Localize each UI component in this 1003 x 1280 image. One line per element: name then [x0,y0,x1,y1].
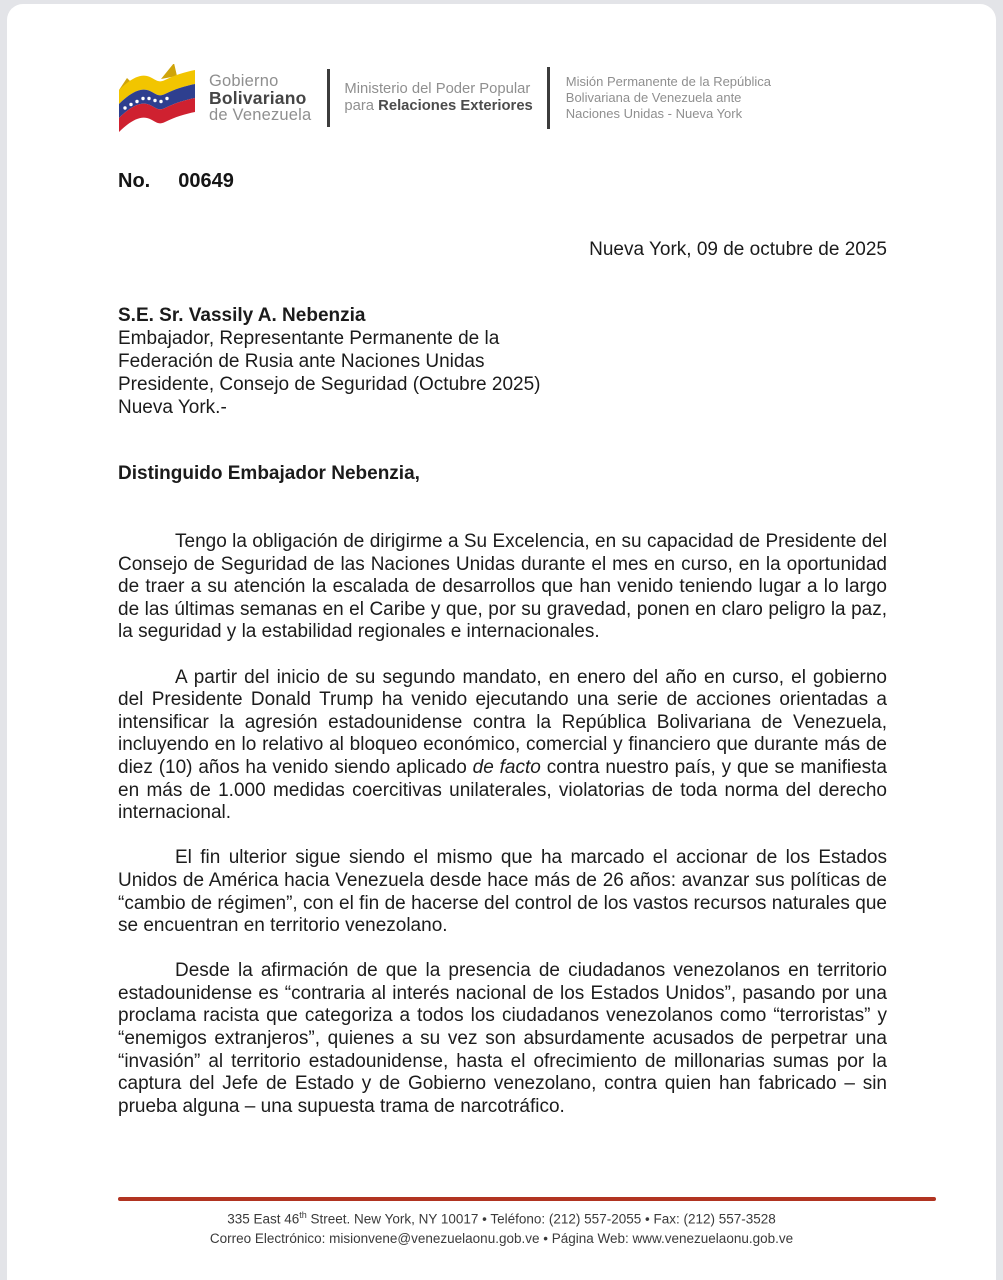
footer-address-line [0,1206,1003,1229]
paragraph-2 [118,667,887,825]
paragraph-2-post: contra nuestro país, y que se manifiesta en más de 1.000 medidas coercitivas unilaterales, violatorias de toda norma del derecho internacional. [118,756,888,824]
letterhead [115,64,771,132]
paragraph-3: El fin ulterior sigue siendo el mismo que ha marcado el accionar de los Estados Unidos de América hacia Venezuela desde hace más de 26 años: avanzar sus políticas de “cambio de régimen”, con el fin de hacerse del control de los vastos recursos naturales que se encuentran en territorio venezolano. [118,847,887,937]
footer-address-post: Street. New York, NY 10017 • Teléfono: (212) 557-2055 • Fax: (212) 557-3528 [306,1211,776,1227]
recipient-line: Nueva York.- [118,397,227,418]
brand-line2: Bolivariano [209,87,307,108]
ministry-text [344,81,532,115]
brand-line1: Gobierno [209,71,279,90]
recipient-line: Federación de Rusia ante Naciones Unidas [118,351,485,372]
footer-address-sup: th [299,1210,307,1220]
salutation: Distinguido Embajador Nebenzia, [118,463,420,484]
reference-value: 00649 [178,170,234,192]
ministry-line2-prefix: para [344,98,379,114]
paragraph-4: Desde la afirmación de que la presencia de ciudadanos venezolanos en territorio estadounidense es “contraria al interés nacional de los Estados Unidos”, pasando por una proclama racista que categoriza a todos los ciudadanos venezolanos como “terroristas” y “enemigos extranjeros”, quienes a su vez son absurdamente acusados de perpetrar una “invasión” al territorio estadounidense, hasta el ofrecimiento de millonarias sumas por la captura del Jefe de Estado y de Gobierno venezolano, contra quien han fabricado – sin prueba alguna – una supuesta trama de narcotráfico. [118,960,887,1117]
brand-line3: de Venezuela [209,105,312,124]
paragraph-2-pre: A partir del inicio de su segundo mandato, en enero del año en curso, el gobierno del Presidente Donald Trump ha venido ejecutando una serie de acciones orientadas a intensificar la agresión estadounidense contra la República Bolivariana de Venezuela, incluyendo en lo relativo al bloqueo económico, comercial y financiero que durante más de diez (10) años ha venido siendo aplicado [118,666,887,778]
ministry-line2-bold: Relaciones Exteriores [378,98,533,114]
mission-line3: Naciones Unidas - Nueva York [565,106,743,121]
letterhead-divider [547,67,550,129]
paragraph-1: Tengo la obligación de dirigirme a Su Excelencia, en su capacidad de Presidente del Consejo de Seguridad de las Naciones Unidas durante el mes en curso, en la oportunidad de traer a su atención la escalada de desarrollos que han venido teniendo lugar a lo largo de las últimas semanas en el Caribe y que, por su gravedad, ponen en claro peligro la paz, la seguridad y la estabilidad regionales e internacionales. [118,531,887,643]
recipient-block [118,304,540,419]
letter-date: Nueva York, 09 de octubre de 2025 [589,239,887,260]
paragraph-2-italic: de facto [472,756,541,778]
letter-body [118,531,887,1141]
footer-contact-line: Correo Electrónico: misionvene@venezuelaonu.gob.ve • Página Web: www.venezuelaonu.gob.ve [209,1230,794,1246]
ministry-line2 [344,98,532,115]
recipient-line: Embajador, Representante Permanente de la [118,328,500,349]
mission-line2: Bolivariana de Venezuela ante [565,90,742,105]
reference-number [118,170,234,193]
recipient-name: S.E. Sr. Vassily A. Nebenzia [118,305,366,326]
mission-text [566,74,771,122]
brand-text [209,73,311,124]
reference-label: No. [118,170,151,192]
footer-address-pre: 335 East 46 [227,1211,300,1227]
ministry-line1: Ministerio del Poder Popular [344,81,531,97]
venezuela-flag-icon [115,64,199,132]
recipient-line: Presidente, Consejo de Seguridad (Octubre 2025) [118,374,541,395]
footer [0,1206,1003,1248]
letterhead-divider [327,69,330,127]
mission-line1: Misión Permanente de la República [565,74,772,89]
footer-rule [118,1197,936,1201]
